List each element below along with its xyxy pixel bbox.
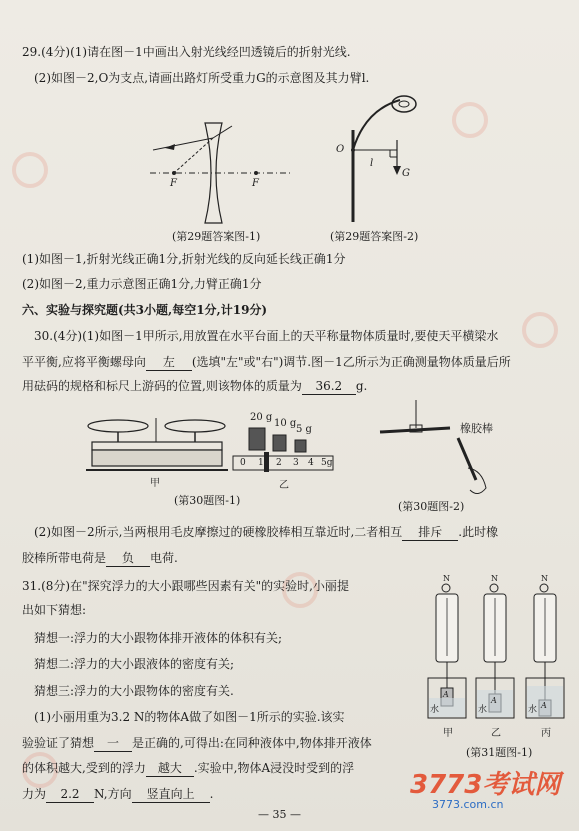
q31-guess3: 猜想三:浮力的大小跟物体的密度有关. <box>34 684 234 698</box>
q31-line1: 31.(8分)在"探究浮力的大小跟哪些因素有关"的实验时,小丽提 <box>22 579 349 593</box>
water-label-bing: 水 <box>528 705 538 715</box>
q29-fig1-f-left: F <box>170 178 177 189</box>
q29-fig2-l: l <box>370 158 374 169</box>
q31-caption: (第31题图-1) <box>466 746 533 759</box>
scale-tick: 0 <box>240 458 246 468</box>
q30-weight2: 10 g <box>274 418 297 429</box>
q30-answer-negative: 负 <box>106 550 150 567</box>
q30-label-yi: 乙 <box>279 480 289 491</box>
q29-fig2-o: O <box>336 144 345 155</box>
q31-p4-post: . <box>209 787 214 801</box>
q30-line1: 30.(4分)(1)如图－1甲所示,用放置在水平台面上的天平称量物体质量时,要使天平横梁水 <box>34 329 499 343</box>
q30-line5-post: 电荷. <box>150 551 178 565</box>
q31-answer-guess: 一 <box>94 735 132 752</box>
water-label-jia: 水 <box>430 705 440 715</box>
q31-p3-post: .实验中,物体A浸没时受到的浮 <box>193 761 355 775</box>
q31-guess1: 猜想一:浮力的大小跟物体排开液体的体积有关; <box>34 631 283 645</box>
page-number: — 35 — <box>258 808 301 821</box>
q30-line3-post: g. <box>355 379 368 393</box>
q30-rod-label: 橡胶棒 <box>460 422 493 435</box>
q30-answer-left: 左 <box>146 354 192 371</box>
q29-caption1: (第29题答案图-1) <box>172 230 261 243</box>
q29-grading1: (1)如图－1,折射光线正确1分,折射光线的反向延长线正确1分 <box>22 252 346 266</box>
q30-line5-pre: 胶棒所带电荷是 <box>22 551 107 565</box>
q30-weight3: 5 g <box>296 424 312 435</box>
q31-p2-post: 是正确的,可得出:在同种液体中,物体排开液体 <box>132 736 372 750</box>
block-label-yi: A <box>491 696 497 705</box>
spring-n-bing: N <box>541 574 548 583</box>
watermark-url: 3773.com.cn <box>432 798 504 811</box>
q30-weight1: 20 g <box>250 412 273 423</box>
q31-label-yi: 乙 <box>491 728 501 739</box>
q31-answer-force: 2.2 <box>46 786 94 803</box>
q31-answer-larger: 越大 <box>146 760 194 777</box>
scale-bing <box>526 584 564 718</box>
watermark-logo: 3773考试网 <box>410 770 561 800</box>
q31-p2-pre: 验验证了猜想 <box>22 736 95 750</box>
block-label-jia: A <box>443 690 449 699</box>
q29-caption2: (第29题答案图-2) <box>330 230 419 243</box>
q29-line1: 29.(4分)(1)请在图－1中画出入射光线经凹透镜后的折射光线. <box>22 45 351 59</box>
q29-fig1-f-right: F <box>252 178 259 189</box>
q31-guess2: 猜想二:浮力的大小跟液体的密度有关; <box>34 657 235 671</box>
q29-grading2: (2)如图－2,重力示意图正确1分,力臂正确1分 <box>22 277 262 291</box>
q31-label-jia: 甲 <box>443 728 453 739</box>
water-label-yi: 水 <box>478 705 488 715</box>
q31-p4-pre: 力为 <box>22 787 47 801</box>
q30-caption1: (第30题图-1) <box>174 494 241 507</box>
q30-line2-pre: 平平衡,应将平衡螺母向 <box>22 355 146 369</box>
block-label-bing: A <box>541 701 547 710</box>
q30-line3-pre: 用砝码的规格和标尺上游码的位置,则该物体的质量为 <box>22 379 302 393</box>
q30-label-jia: 甲 <box>150 478 160 489</box>
scale-tick: 1 <box>258 458 264 468</box>
q29-fig2-g: G <box>402 168 410 179</box>
q30-caption2: (第30题图-2) <box>398 500 465 513</box>
spring-n-jia: N <box>443 574 450 583</box>
q31-label-bing: 丙 <box>541 728 551 739</box>
scale-tick: 3 <box>293 458 299 468</box>
q31-p4-mid: N,方向 <box>94 787 132 801</box>
spring-n-yi: N <box>491 574 498 583</box>
q31-p1: (1)小丽用重为3.2 N的物体A做了如图－1所示的实验.该实 <box>34 710 345 724</box>
scale-tick: 2 <box>276 458 282 468</box>
q30-answer-mass: 36.2 <box>302 378 356 395</box>
scale-tick: 5g <box>321 458 333 468</box>
section6-title: 六、实验与探究题(共3小题,每空1分,计19分) <box>22 303 268 317</box>
scale-tick: 4 <box>308 458 314 468</box>
q30-line4-post: .此时橡 <box>458 525 499 539</box>
q31-line2: 出如下猜想: <box>22 603 87 617</box>
q29-line2: (2)如图－2,O为支点,请画出路灯所受重力G的示意图及其力臂l. <box>34 71 370 85</box>
q30-line4-pre: (2)如图－2所示,当两根用毛皮摩擦过的硬橡胶棒相互靠近时,二者相互 <box>34 525 403 539</box>
q31-answer-direction: 竖直向上 <box>132 786 210 803</box>
q30-line2-post: (选填"左"或"右")调节.图－1乙所示为正确测量物体质量后所 <box>191 355 511 369</box>
q30-answer-repel: 排斥 <box>402 524 458 541</box>
q31-p3-pre: 的体积越大,受到的浮力 <box>22 761 146 775</box>
